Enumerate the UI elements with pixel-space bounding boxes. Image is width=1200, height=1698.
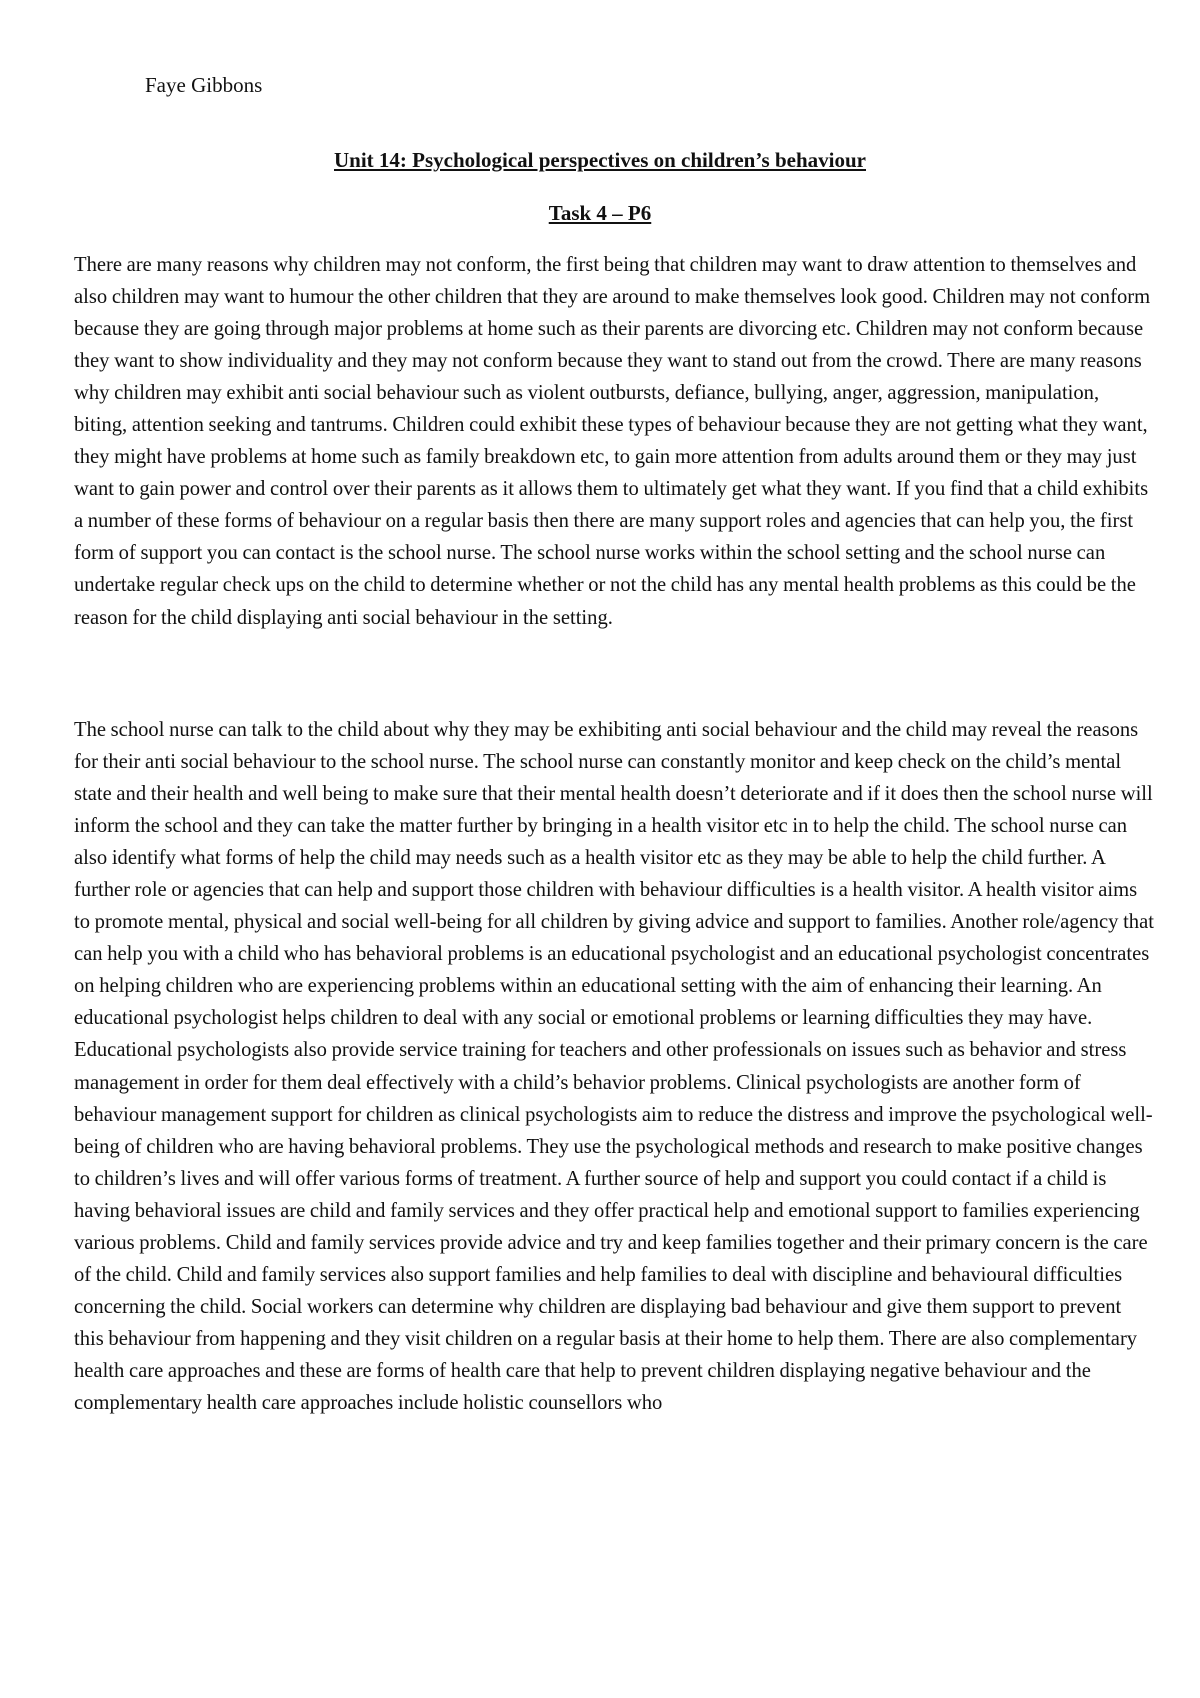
body-paragraph-2: The school nurse can talk to the child about why they may be exhibiting anti social behaviour and the child may reveal the reasons for their anti social behaviour to the school nurse. The school nurse can constantly monitor and keep check on the child’s mental state and their health and well being to make sure that their mental health doesn’t deteriorate and if it does then the school nurse will inform the school and they can take the matter further by bringing in a health visitor etc in to help the child. The school nurse can also identify what forms of help the child may needs such as a health visitor etc as they may be able to help the child further. A further role or agencies that can help and support those children with behaviour difficulties is a health visitor. A health visitor aims to promote mental, physical and social well-being for all children by giving advice and support to families. Another role/agency that can help you with a child who has behavioral problems is an educational psychologist and an educational psychologist concentrates on helping children who are experiencing problems within an educational setting with the aim of enhancing their learning. An educational psychologist helps children to deal with any social or emotional problems or learning difficulties they may have. Educational psychologists also provide service training for teachers and other professionals on issues such as behavior and stress management in order for them deal effectively with a child’s behavior problems. Clinical psychologists are another form of behaviour management support for children as clinical psychologists aim to reduce the distress and improve the psychological well-being of children who are having behavioral problems. They use the psychological methods and research to make positive changes to children’s lives and will offer various forms of treatment. A further source of help and support you could contact if a child is having behavioral issues are child and family services and they offer practical help and emotional support to families experiencing various problems. Child and family services provide advice and try and keep families together and their primary concern is the care of the child. Child and family services also support families and help families to deal with discipline and behavioural difficulties concerning the child. Social workers can determine why children are displaying bad behaviour and give them support to prevent this behaviour from happening and they visit children on a regular basis at their home to help them. There are also complementary health care approaches and these are forms of health care that help to prevent children displaying negative behaviour and the complementary health care approaches include holistic counsellors who [74,719,1154,1414]
document-subtitle: Task 4 – P6 [548,201,652,225]
author-name: Faye Gibbons [145,73,263,97]
body-paragraph-1: There are many reasons why children may not conform, the first being that children may want to draw attention to themselves and also children may want to humour the other children that they are around to make themselves look good. Children may not conform because they are going through major problems at home such as their parents are divorcing etc. Children may not conform because they want to show individuality and they may not conform because they want to stand out from the crowd. There are many reasons why children may exhibit anti social behaviour such as violent outbursts, defiance, bullying, anger, aggression, manipulation, biting, attention seeking and tantrums. Children could exhibit these types of behaviour because they are not getting what they want, they might have problems at home such as family breakdown etc, to gain more attention from adults around them or they may just want to gain power and control over their parents as it allows them to ultimately get what they want. If you find that a child exhibits a number of these forms of behaviour on a regular basis then there are many support roles and agencies that can help you, the first form of support you can contact is the school nurse. The school nurse works within the school setting and the school nurse can undertake regular check ups on the child to determine whether or not the child has any mental health problems as this could be the reason for the child displaying anti social behaviour in the setting. [74,254,1151,629]
document-title: Unit 14: Psychological perspectives on children’s behaviour [334,148,866,172]
